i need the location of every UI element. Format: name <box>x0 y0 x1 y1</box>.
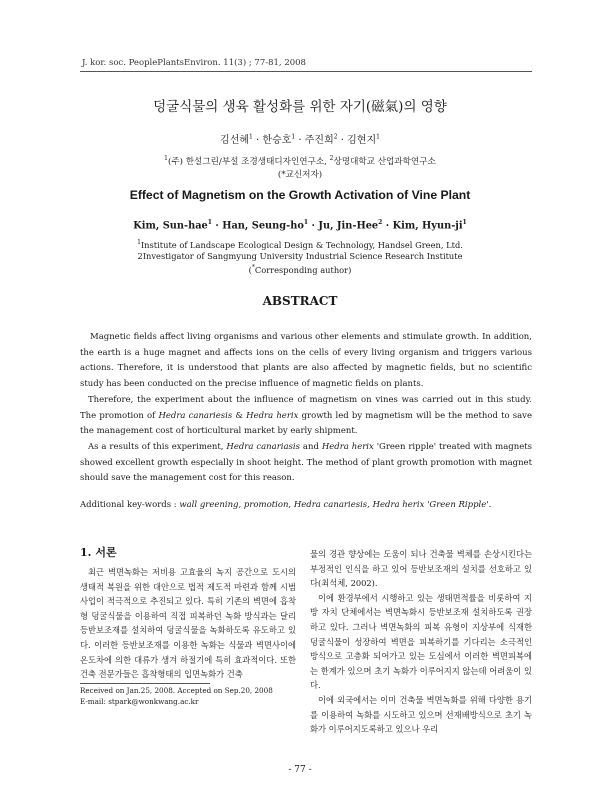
affil-sup: 1 <box>137 239 141 246</box>
affil-text: ( <box>248 264 252 275</box>
corresponding-note: (*교신저자) <box>277 169 323 180</box>
affil-sup: 2 <box>329 155 334 162</box>
abstract-text: and <box>300 441 322 452</box>
keywords-label: Additional key-words : <box>80 500 177 510</box>
left-column <box>80 544 296 682</box>
abstract-text: Therefore, the experiment about the influence of magnetism on vines was carried out in this study. The promotion of <box>80 394 532 421</box>
author-sup: 2 <box>378 219 383 226</box>
affil-text: 상명대학교 산업과학연구소 <box>333 156 436 167</box>
author-name: Han, Seung-ho <box>222 220 304 232</box>
author-name: 한승호 <box>262 135 292 146</box>
english-affiliation <box>0 237 600 276</box>
body-paragraph: 이에 외국에서는 이미 건축물 벽면녹화를 위해 다양한 용기를 이용하여 녹화를 시도하고 있으며 선재배방식으로 초기 녹화가 이루어지도록하고 있으나 우리 <box>310 694 532 735</box>
species-name: Hedra canariesis <box>158 410 233 421</box>
affil-sup: 1 <box>164 155 168 162</box>
keywords <box>80 500 532 510</box>
abstract-paragraph <box>80 440 532 487</box>
author-sup: 1 <box>462 219 467 226</box>
english-affiliation-line: 2Investigator of Sangmyung University Industrial Science Research Institute <box>137 250 463 261</box>
corresponding-author-note <box>0 262 600 276</box>
abstract-text: growth led by magnetism will be the method to save the management cost of horticultural market by early shipment. <box>80 410 533 437</box>
author-sup: 1 <box>291 133 296 141</box>
abstract-body <box>80 330 532 487</box>
affil-text: (주) 한설그린/부설 조경생태디자인연구소, <box>167 156 330 167</box>
abstract-text: 'Green ripple' treated with magnets showed excellent growth especially in shoot height. The method of plant growth promotion with magnet should save the management cost for this reason. <box>80 441 533 484</box>
abstract-text: As a results of this experiment, <box>88 441 227 452</box>
author-name: Ju, Jin-Hee <box>318 220 379 232</box>
affil-sup: * <box>251 263 255 271</box>
author-name: 김현지 <box>347 135 377 146</box>
affil-text: Corresponding author) <box>254 264 352 275</box>
right-column <box>310 547 532 737</box>
korean-authors: 김선혜$^1$ · 한승호$^1$ · 주진희$^2$ · 김현지$^1$ <box>220 133 380 146</box>
keywords-value: wall greening, promotion, Hedra canariesis, Hedra herix 'Green Ripple'. <box>179 500 492 510</box>
author-sup: 1 <box>249 133 253 141</box>
affil-text: Institute of Landscape Ecological Design & Technology, Handsel Green, Ltd. <box>140 239 463 250</box>
english-authors: Kim, Sun-hae$^1$ · Han, Seung-$ho^1 \cdot Ju$, Jin-Hee$^2$ · Kim, Hyun-$ji^1$ <box>133 219 467 232</box>
author-name: Kim, Hyun-ji <box>392 220 463 232</box>
korean-affiliation <box>0 152 600 182</box>
species-name: Hedra herix <box>246 410 299 421</box>
abstract-heading: ABSTRACT <box>262 294 338 308</box>
journal-citation: J. kor. soc. PeoplePlantsEnviron. 11(3) ; 77-81, 2008 <box>82 58 306 68</box>
species-name: Hedra canariasis <box>226 441 301 452</box>
species-name: Hedra herix <box>321 441 374 452</box>
abstract-paragraph <box>80 393 532 440</box>
author-name: 주진희 <box>304 135 334 146</box>
english-title: Effect of Magnetism on the Growth Activation of Vine Plant <box>129 188 471 202</box>
page-number: - 77 - <box>288 765 312 775</box>
section-heading: 1. 서론 <box>80 546 117 559</box>
abstract-paragraph: Magnetic fields affect living organisms and various other elements and stimulate growth. In addition, the earth is a huge magnet and affects ions on the cells of every living organism and triggers various actions. Therefore, it is understood that plants are also affected by magnetic fields, but no scientific study has been conducted on the precise influence of magnetic fields on plants. <box>80 332 532 390</box>
author-sup: 1 <box>376 133 380 141</box>
received-date: Received on Jan.25, 2008. Accepted on Sep.20, 2008 <box>80 686 273 695</box>
footnote <box>80 686 273 707</box>
english-affiliation-line <box>0 237 600 251</box>
footnote-rule <box>80 683 210 684</box>
korean-title: 덩굴식물의 생육 활성화를 위한 자기(磁氣)의 영향 <box>153 99 447 115</box>
korean-affiliation-line <box>0 152 600 169</box>
email: E-mail: stpark@wonkwang.ac.kr <box>80 696 199 706</box>
body-paragraph: 물의 경관 향상에는 도움이 되나 건축물 벽체를 손상시킨다는 부정적인 인식을 하고 있어 등반보조재의 설치를 선호하고 있다(최석체, 2002). <box>310 549 532 589</box>
author-sup: 1 <box>207 219 212 226</box>
header-rule <box>80 71 532 72</box>
author-name: Kim, Sun-hae <box>133 220 208 232</box>
body-paragraph: 이에 환경부에서 시행하고 있는 생태면적률을 비롯하여 지방 자치 단체에서는 벽면녹화시 등반보조재 설치하도록 권장하고 있다. 그러나 벽면녹화의 피복 유형이 지상부에 식재한 덩굴식물이 성장하여 벽면을 피복하기를 기다리는 소극적인 방식으로 고층화 되어가고 있는 도심에서 이러한 벽면피복에는 한계가 있으며 초기 녹화가 이루어지지 않는데 어려움이 있다. <box>310 592 532 691</box>
author-sup: 2 <box>333 133 338 141</box>
body-paragraph: 최근 벽면녹화는 저비용 고효율의 녹지 공간으로 도시의 생태적 복원을 위한 대안으로 법적 제도적 마련과 함께 시범사업이 적극적으로 추진되고 있다. 특히 기존의 벽면에 흡착형 덩굴식물을 이용하여 직접 피복하던 녹화 방식과는 달리 등반보조재를 설치하여 덩굴식물을 녹화하도록 유도하고 있다. 이러한 등반보조재를 이용한 녹화는 식물과 벽면사이에 온도차에 의한 대류가 생겨 하절기에 특히 효과적이다. 또한 건축 전문가들은 흡착형태의 입면녹화가 건축 <box>80 567 296 680</box>
author-name: 김선혜 <box>220 135 250 146</box>
author-sup: 1 <box>303 219 309 226</box>
abstract-text: & <box>232 410 247 421</box>
